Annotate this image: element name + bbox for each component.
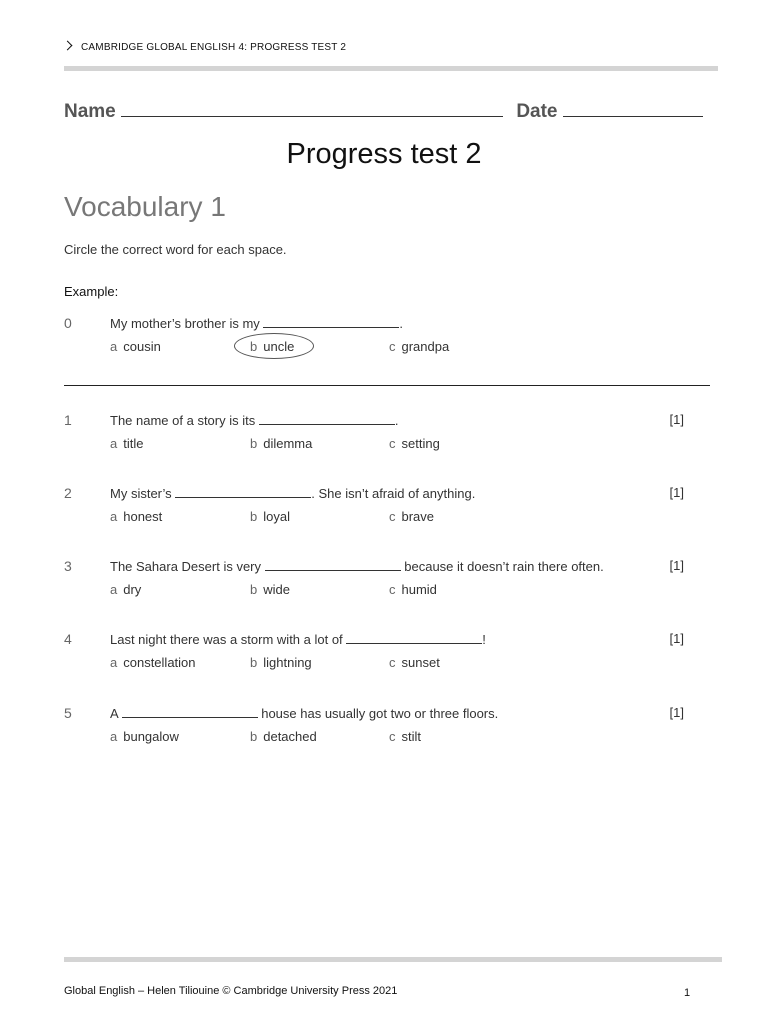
option-letter: a: [110, 339, 118, 354]
mark: [1]: [669, 558, 684, 573]
option-a[interactable]: [110, 582, 141, 597]
option-text: title: [123, 436, 144, 451]
option-text: dry: [123, 582, 142, 597]
stem-after: . She isn’t afraid of anything.: [311, 486, 476, 501]
question-stem: [110, 315, 403, 331]
option-text: bungalow: [123, 729, 179, 744]
option-text: sunset: [401, 655, 440, 670]
option-c[interactable]: [389, 339, 449, 354]
question-stem: [110, 485, 475, 501]
option-text: lightning: [263, 655, 312, 670]
option-text: humid: [401, 582, 437, 597]
option-text: wide: [263, 582, 290, 597]
stem-after: !: [482, 632, 486, 647]
mark: [1]: [669, 412, 684, 427]
answer-blank: [346, 631, 482, 644]
question-stem: [110, 631, 486, 647]
options: [110, 509, 510, 527]
option-text: loyal: [263, 509, 290, 524]
question-stem: [110, 558, 604, 574]
option-letter: c: [389, 509, 396, 524]
running-header: [64, 42, 346, 53]
option-text: setting: [401, 436, 440, 451]
option-b[interactable]: [250, 655, 312, 670]
options: [110, 729, 510, 747]
mark: [1]: [669, 705, 684, 720]
question-stem: [110, 705, 498, 721]
stem-before: A: [110, 706, 118, 721]
option-letter: c: [389, 655, 396, 670]
option-letter: a: [110, 436, 118, 451]
question-number: 5: [64, 705, 72, 721]
option-c[interactable]: [389, 582, 437, 597]
option-text: cousin: [123, 339, 161, 354]
option-letter: c: [389, 729, 396, 744]
mark: [1]: [669, 485, 684, 500]
option-a[interactable]: [110, 509, 162, 524]
answer-blank: [265, 558, 401, 571]
answer-blank: [259, 412, 395, 425]
stem-before: My mother’s brother is my: [110, 316, 260, 331]
question-number: 3: [64, 558, 72, 574]
option-a[interactable]: [110, 729, 179, 744]
option-letter: a: [110, 655, 118, 670]
name-field[interactable]: [121, 98, 503, 117]
option-letter: b: [250, 582, 258, 597]
option-text: uncle: [263, 339, 295, 354]
example-divider: [64, 385, 710, 386]
option-letter: b: [250, 655, 258, 670]
option-letter: c: [389, 582, 396, 597]
options: [110, 436, 510, 454]
option-a[interactable]: [110, 339, 161, 354]
option-text: stilt: [401, 729, 421, 744]
option-a[interactable]: [110, 436, 143, 451]
question-number: 2: [64, 485, 72, 501]
footer-rule: [64, 957, 722, 962]
question-number: 1: [64, 412, 72, 428]
question-stem: [110, 412, 398, 428]
answer-blank: [122, 705, 258, 718]
option-letter: c: [389, 339, 396, 354]
option-letter: a: [110, 509, 118, 524]
section-heading: Vocabulary 1: [64, 191, 226, 222]
date-label: Date: [516, 101, 558, 122]
option-letter: b: [250, 509, 258, 524]
option-text: constellation: [123, 655, 196, 670]
header-rule: [64, 66, 718, 71]
option-letter: b: [250, 436, 258, 451]
stem-after: house has usually got two or three floors.: [261, 706, 499, 721]
stem-before: The Sahara Desert is very: [110, 559, 262, 574]
option-c[interactable]: [389, 729, 421, 744]
option-b[interactable]: [250, 436, 312, 451]
option-b[interactable]: [250, 509, 290, 524]
instruction: Circle the correct word for each space.: [64, 242, 287, 257]
option-c[interactable]: [389, 436, 440, 451]
page-title: Progress test 2: [286, 138, 482, 170]
question-number: 0: [64, 315, 72, 331]
option-letter: c: [389, 436, 396, 451]
option-c[interactable]: [389, 509, 434, 524]
stem-after: .: [399, 316, 404, 331]
chevron-right-icon: [63, 41, 73, 51]
options: [110, 339, 510, 357]
option-text: honest: [123, 509, 163, 524]
options: [110, 655, 510, 673]
options: [110, 582, 510, 600]
stem-after: because it doesn’t rain there often.: [404, 559, 604, 574]
date-field[interactable]: [563, 98, 703, 117]
stem-after: .: [394, 413, 399, 428]
footer-credit: Global English – Helen Tiliouine © Cambridge University Press 2021: [64, 985, 398, 997]
option-a[interactable]: [110, 655, 196, 670]
stem-before: My sister’s: [110, 486, 172, 501]
option-letter: a: [110, 582, 118, 597]
option-b[interactable]: [250, 339, 294, 354]
option-c[interactable]: [389, 655, 440, 670]
name-date-row: [64, 98, 703, 123]
name-label: Name: [64, 101, 116, 122]
answer-blank: [263, 315, 399, 328]
option-text: dilemma: [263, 436, 313, 451]
stem-before: Last night there was a storm with a lot of: [110, 632, 343, 647]
stem-before: The name of a story is its: [110, 413, 256, 428]
option-letter: b: [250, 729, 258, 744]
answer-blank: [175, 485, 311, 498]
option-text: brave: [401, 509, 435, 524]
option-text: detached: [263, 729, 317, 744]
option-b[interactable]: [250, 582, 290, 597]
option-b[interactable]: [250, 729, 317, 744]
option-letter: a: [110, 729, 118, 744]
page-number: 1: [684, 987, 691, 999]
answer-circle: [234, 333, 314, 359]
example-label: Example:: [64, 284, 119, 299]
question-number: 4: [64, 631, 72, 647]
running-header-text: CAMBRIDGE GLOBAL ENGLISH 4: PROGRESS TEST 2: [81, 42, 347, 53]
option-text: grandpa: [401, 339, 450, 354]
option-letter: b: [250, 339, 258, 354]
mark: [1]: [669, 631, 684, 646]
